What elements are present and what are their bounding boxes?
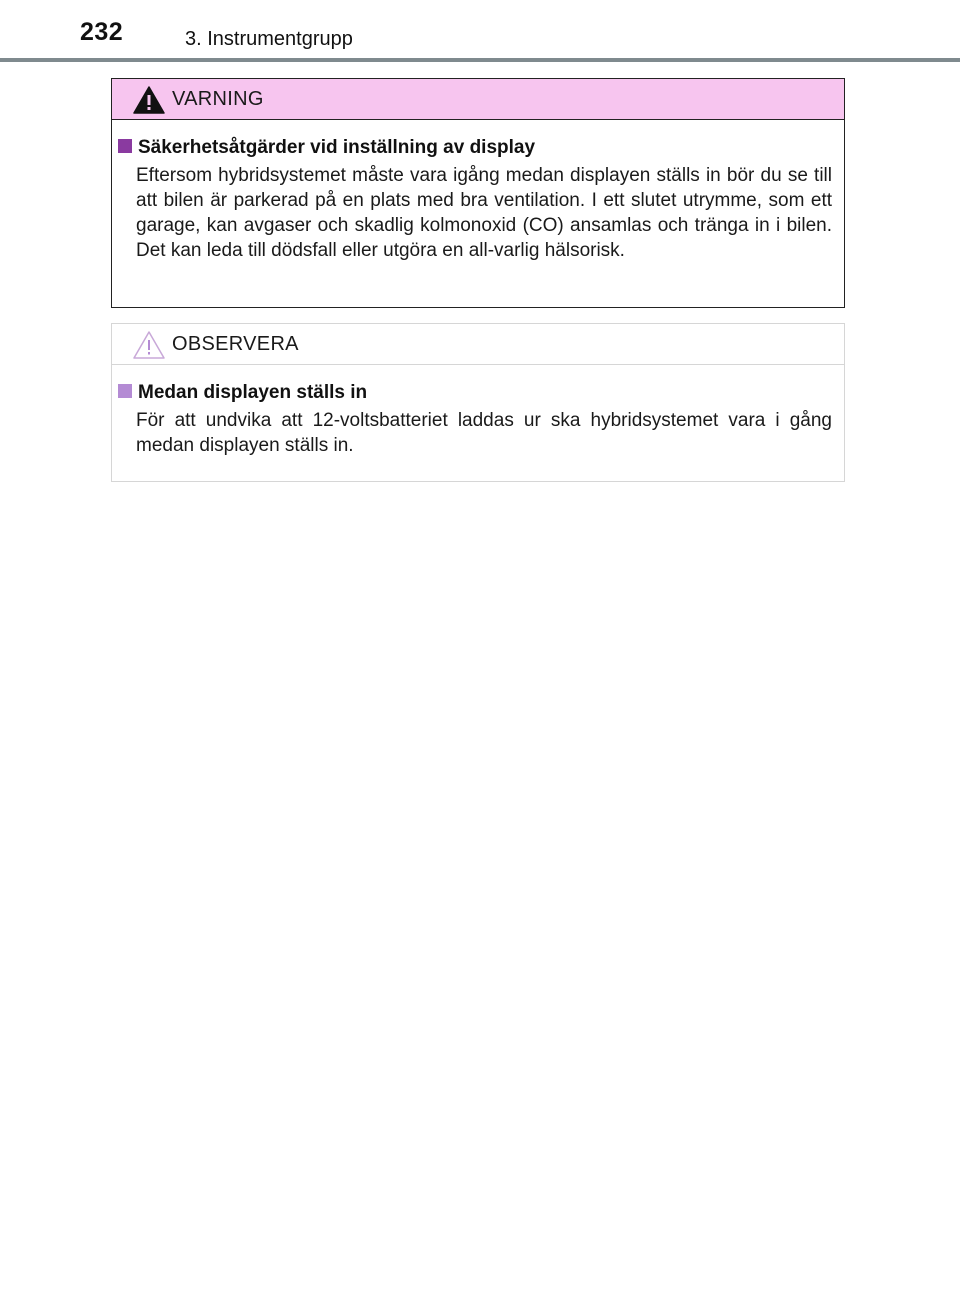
bullet-square-icon — [118, 384, 132, 398]
bullet-square-icon — [118, 139, 132, 153]
warning-item-title — [118, 137, 535, 159]
notice-item-body: För att undvika att 12-voltsbatteriet laddas ur ska hybridsystemet vara i gång medan displayen ställs in. — [136, 410, 832, 456]
warning-triangle-icon — [132, 85, 166, 115]
page-header — [0, 0, 960, 64]
header-divider — [0, 58, 960, 62]
warning-item-body: Eftersom hybridsystemet måste vara igång medan displayen ställs in bör du se till att bilen är parkerad på en plats med bra ventilation. I ett slutet utrymme, som ett garage, kan avgaser och skadlig kolmonoxid (CO) ansamlas och tränga in i bilen. Det kan leda till dödsfall eller utgöra en all-varlig hälsorisk. — [136, 165, 832, 261]
notice-box — [111, 323, 845, 482]
warning-label: VARNING — [172, 88, 264, 110]
page-number: 232 — [80, 18, 124, 46]
caution-triangle-icon — [132, 330, 166, 360]
notice-label: OBSERVERA — [172, 333, 299, 355]
warning-box — [111, 78, 845, 308]
warning-item-title-text: Säkerhetsåtgärder vid inställning av display — [138, 137, 536, 158]
notice-item-title — [118, 382, 367, 404]
warning-header — [112, 79, 844, 120]
notice-item-title-text: Medan displayen ställs in — [138, 382, 368, 403]
notice-header — [112, 324, 844, 365]
chapter-title: 3. Instrumentgrupp — [185, 28, 353, 50]
